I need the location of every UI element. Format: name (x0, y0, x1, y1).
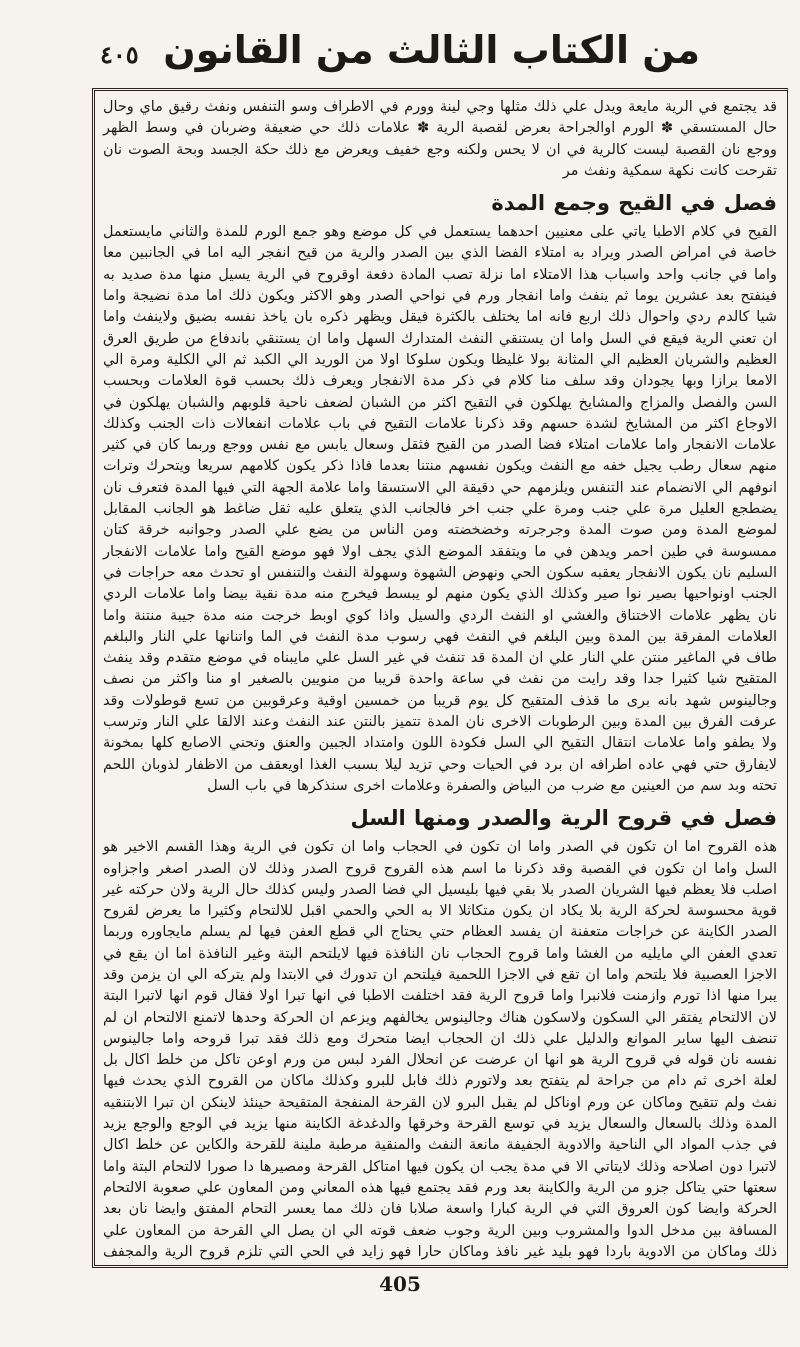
section-heading-pus: فصل في القيح وجمع المدة (491, 191, 777, 216)
paragraph-phlegm-lung: قد يجتمع في الرية مايعة ويدل علي ذلك مثلها وجي لينة وورم في الاطراف وسو التنفس ونفث رقيق ماي وحال حال المستسقي ✽ الورم اوالجراحة بعرض لقصبة الرية ✽ علامات ذلك حي ضعيفة وضربان في وسط الظهر ووجع نان القصبة ليست كالرية في ان لا يحس ولكنه وجع خفيف ويعرض مع ذلك حكة الجسد وبحة الصوت نان تقرحت كانت نكهة سمكية ونفث مر (103, 99, 777, 179)
text-frame (92, 88, 788, 1268)
main-text-block (95, 91, 787, 1268)
header-page-number: ٤٠٥ (100, 40, 139, 69)
paragraph-ulcers: هذه القروح اما ان تكون في الصدر واما ان تكون في الحجاب واما ان تكون في الرية وهذا القسم الاخير هو السل واما ان تكون في القصبة وقد ذكرنا ما اسم هذه القروح قروح الصدر وذلك لان الصدر اصغر واجزاوه اصلب فلا يعظم فيها الشريان الصدر بلا بقي فيها بليسيل الي فضا الصدر وليس كذلك حال الرية ولان حركته غير قوية محسوسة لحركة الرية بلا يكاد ان يكون متكاثلا الا به الحي والحمي اقبل للالتحام وكثيرا ما يعرض لقروح الصدر الكاينة عن خراجات متعفنة ان يفسد العظام حتي يحتاج الي قطع العفن فيها لم يسلم مايجاوره وربما تعدي العفن الي مايليه من الغشا واما قروح الحجاب نان النافذة فيها لايلتحم البتة وغير النافذة اما ان يقع في الاجزا العصبية فلا يلتحم واما ان تقع في الاجزا اللحمية فيلتحم ان تدورك في الابتدا ولم يتركه الي ان يزمن وقد يبرا منها اذا تورم وازمنت فلانبرا واما قروح الرية فقد اختلفت الاطبا في انها تبرا اولا فقال قوم انها لاتبرا البتة لان الالتحام يفتقر الي السكون ولاسكون هناك وجالينوس يخالفهم ويزعم ان الحركة وحدها لاتمنع الالتحام ان لم تنضف اليها ساير الموانع والدليل علي ذلك ان الحجاب ايضا متحرك ومع ذلك فقد تبرا قروحه واما جالينوس نفسه نان قوله في قروح الرية هو انها ان عرضت عن انحلال الفرد لبس من ورم اوعن تاكل من خلط اكال بل لعلة اخرى ثم دام من جراحة لم يتفتح بعد ولاتورم ذلك فابل للبرو وكذلك ماكان من القروح الذي يحدث فيها نفث ولم تتقيح وماكان عن ورم اوناكل لم يقبل البرو لان القرحة المنفجة المتقيحة حينئذ لاينكن ان تبرا الابتنقيه المدة وذلك بالسعال والسعال يزيد في توسع القرحة وخرقها والدغدغة الكاينة منها يزيد في الوجع والوجع يزيد في جذب المواد الي الناحية والادوية الجفيفة مانعة النفث والمنقية مرطبة ملينة للقرحة والكاين عن خلط اكال لاتبرا دون اصلاحه وذلك لايتاتي الا في مدة يجب ان يكون فيها امتاكل القرحة ومصيرها دا صورا لالتحام البتة واما سعتها حتي يتاكل جزو من الرية والكاينة بعد ورم فقد يجتمع فيها هذه المعاني ومن المعاون علي صعوبة الالتحام الحركة وايضا كون العروق التي في الرية كبارا واسعة صلابا فان ذلك مما يعسر التحام المفتق وايضا نان بعد المسافة بين مدخل الدوا والمشروب وبين الرية وجوب ضعف قوته الي ان يصل الي القرحة من المعاون علي ذلك وماكان من الادوية باردا فهو بليد غير نافذ وماكان حارا فهو زايد في الحي التي تلزم قروح الرية والمجفف (103, 839, 777, 1260)
section-heading-ulcers: فصل في قروح الرية والصدر ومنها السل (350, 806, 777, 831)
footer-page-number: 405 (379, 1272, 421, 1296)
page-header (70, 20, 760, 78)
running-title: من الكتاب الثالث من القانون (163, 28, 700, 72)
paragraph-pus: القيح في كلام الاطبا ياتي على معنيين احدهما يستعمل في كل موضع وهو جمع الورم للمدة والثاني مايستعمل خاصة في امراض الصدر ويراد به امتلاء الفضا الذي بين الصدر والرية من قيح انفجر اليه اما في الجانبين معا واما في جانب واحد واسباب هذا الامتلاء اما نزلة تصب المادة دفعة اوقروح في الرية يسيل منها مدة صديد به فينفتح بعد عشرين يوما ثم ينفث واما انفجار ورم في نواحي الصدر وهو الاكثر ويكون ذلك اما مدة نضيجة واما شيا كالدم ردي واحوال ذلك اربع فانه اما يختلف بالكثرة فيقل ويظهر ذكره بان ياخذ نفسه بضيق ولاينفث واما ان تعني الرية فيقع في السل واما ان يستنقي النفث المتدارك السهل واما ان يستنقي باندفاع من طريق العرق العظيم والشريان العظيم الي المثانة بولا غليظا ويكون سلوكا اولا من الوريد الي الكبد ثم الي الكلية ومرة الي الامعا برازا وبها يجودان وقد سلف منا كلام في ذكر مدة الانفجار ويعرف ذلك بحسب قوة العلامات وبحسب السن والفصل والمزاج والمشايخ يهلكون في التقيح اكثر من الشبان لضعف ناحية قلوبهم والشبان يهلكون في الاوجاع اكثر من المشايخ لشدة حسهم وقد ذكرنا علامات التقيح في باب علامات انفعالات ذات الجنب وكذلك علامات الانفجار واما علامات امتلاء فضا الصدر من القيح فثقل وسعال يابس مع نفس ووجع وربما كان في كثير منهم سعال رطب يجيل خفه مع النفث ويكون نفسهم منتنا بعدما فاذا ذكر يكون كلامهم سريعا ويتحرك وترات انوفهم الي الانضمام عند التنفس ويلزمهم حي دقيقة الي الاستسقا واما علامة الجهة التي فيها المدة فتعرف نان يضطجع العليل مرة علي جنب ومرة علي جنب اخر فالجانب الذي يتعلق عليه ثقل ضاغط هو الجانب المقابل لموضع المدة ومن صوت المدة وجرجرته وخضخضته ومن الناس من يضع علي الصدر وجوانبه خرقة كتان ممسوسة في طين احمر ويدهن في ما ويتفقد الموضع الذي يجف اولا فهو موضع القيح واما علامات الانفجار السليم نان يكون الانفجار يعقبه سكون الحي ونهوض الشهوة وسهولة النفث والتنفس او تحدث معه حراجات في الجنب اونواحيها بصير نوا صير وكذلك الذي يكون منهم لو يبسط فيخرج منه مدة نقية بيضا واما علامات الردي نان يظهر علامات الاختناق والغشي او النفث الردي والسيل واذا كوي اوبط خرجت منه مدة جيبة منتنة واما العلامات المفرقة بين المدة وبين البلغم في النفث فهي رسوب مدة النفث في الما واتنانها علي النار والبلغم طاف في الماغير منتن علي النار علي ان المدة قد تنفث في غير السل علي مايبناه في موضع متقدم وقد ينفث المتقيح شيا كثيرا جدا وقد رايت من نفث في ساعة واحدة قريبا من منويين بالصغير او منا واكثر من نصف وجالينوس شهد بانه برى ما قذف المتقيح كل يوم قريبا من خمسين اوقية وعرقوبين من تسع قوطولات وقد عرفت الفرق بين المدة وبين الرطوبات الاخرى نان المدة تتميز بالنتن عند النفث وعند الالقا علي النار وترسب ولا يطفو واما علامات انتقال التقيح الي السل فكودة اللون وامتداد الجبين والعنق وتحني الاصابع كلها بمخونة لايفارق حتي فهي عاده اطرافه ان برد في الحيات وحي تزيد ليلا بسبب الغذا اويعقف من الاظفار لذوبان اللحم تحته وبد سم من العينين مع ضرب من البياض والصفرة وعلامات اخرى سنذكرها في باب السل (103, 224, 777, 794)
